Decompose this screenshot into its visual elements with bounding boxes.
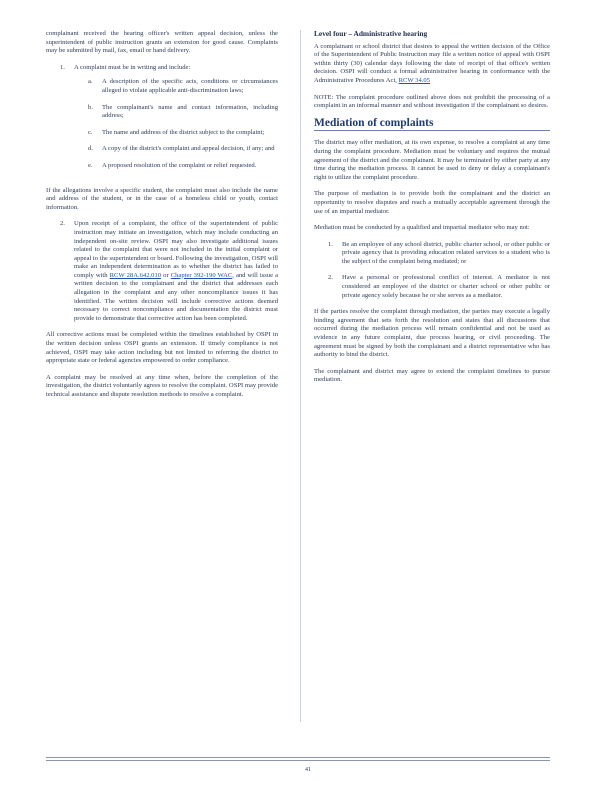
page-number: 41	[305, 767, 311, 773]
list-item-text: Be an employee of any school district, public charter school, or other public or private agency that is providing education related services to a student who is the subject of the complaint being mediated; or	[342, 240, 550, 265]
list-marker: a.	[88, 78, 93, 86]
list-item	[88, 145, 278, 154]
chapter-392-190-wac-link[interactable]: Chapter 392-190 WAC	[170, 271, 233, 279]
note-paragraph: NOTE: The complaint procedure outlined above does not prohibit the processing of a complaint in an informal manner and without investigation if the complainant so desires.	[314, 93, 550, 110]
mediation-paragraph-2: The purpose of mediation is to provide both the complainant and the district an opportunity to resolve disputes and reach a mutually acceptable agreement through the use of an impartial mediator.	[314, 190, 550, 215]
list-item	[60, 64, 278, 179]
list-item-text: A complaint must be in writing and include:	[74, 63, 191, 71]
list-item-text: The complainant's name and contact information, including address;	[102, 103, 278, 120]
list-marker: 1.	[60, 63, 65, 71]
list-item	[60, 220, 278, 323]
mediation-heading: Mediation of complaints	[314, 119, 550, 132]
list-item-text	[74, 220, 278, 323]
list-item	[88, 129, 278, 138]
list-item-text: Have a personal or professional conflict of interest. A mediator is not considered an employee of the district or charter school or other public or private agency solely because he or she serves as a mediator.	[342, 274, 550, 299]
corrective-actions-paragraph: All corrective actions must be completed within the timelines established by OSPI in the written decision unless OSPI grants an extension. If timely compliance is not achieved, OSPI may take action including but not limited to referring the district to appropriate state or federal agencies empowered to order compliance.	[46, 331, 278, 365]
list-item	[88, 104, 278, 121]
mediator-requirements-list	[314, 241, 550, 301]
or-text: or	[163, 271, 169, 279]
left-column	[46, 30, 278, 408]
list-marker: b.	[88, 103, 93, 111]
list-item	[88, 162, 278, 171]
allegations-paragraph: If the allegations involve a specific student, the complaint must also include the name and address of the student, or in the case of a homeless child or youth, contact information.	[46, 186, 278, 211]
resolution-paragraph: A complaint may be resolved at any time when, before the completion of the investigation, the district voluntarily agrees to resolve the complaint. OSPI may provide technical assistance and dispute resolution methods to resolve a complaint.	[46, 373, 279, 398]
mediation-paragraph-4: If the parties resolve the complaint through mediation, the parties may execute a legally binding agreement that sets forth the resolution and states that all discussions that occurred during the mediation process will remain confidential and not be used as evidence in any future complaint, due process hearing, or civil proceeding. The agreement must be signed by both the complainant and a district representative who has authority to bind the district.	[314, 308, 550, 359]
list-marker: 1.	[328, 240, 333, 248]
list-item-text: The name and address of the district subject to the complaint;	[102, 128, 265, 136]
level-four-text: A complainant or school district that desires to appeal the written decision of the Office of the Superintendent of Public Instruction may file a written notice of appeal with OSPI within thirty (30) calendar days following the date of receipt of that office's written decision. OSPI will conduct a formal administrative hearing in conformance with the Administrative Procedures Act,	[314, 42, 550, 84]
complaint-steps-list	[46, 64, 278, 179]
list-item	[88, 78, 278, 95]
list-marker: e.	[88, 161, 93, 169]
intro-paragraph: complainant received the hearing officer's written appeal decision, unless the superintendent of public instruction grants an extension for good cause. Complaints may be submitted by mail, fax, email or hand delivery.	[46, 30, 278, 55]
list-marker: d.	[88, 145, 93, 153]
footer-rule-top	[46, 757, 550, 758]
mediation-paragraph-1: The district may offer mediation, at its own expense, to resolve a complaint at any time during the complaint procedure. Mediation must be voluntary and requires the mutual agreement of the district and the complainant. It may be terminated by either party at any time during the mediation process. It cannot be used to deny or delay a complainant's right to utilize the complaint procedure.	[314, 139, 550, 181]
mediation-paragraph-3: Mediation must be conducted by a qualified and impartial mediator who may not:	[314, 224, 530, 232]
list-item	[328, 241, 550, 267]
complaint-steps-list-cont	[46, 220, 278, 323]
list-item	[328, 274, 550, 300]
list-item-text: A description of the specific acts, conditions or circumstances alleged to violate applicable anti-discrimination laws;	[102, 78, 278, 94]
rcw-28a-642-010-link[interactable]: RCW 28A.642.010	[109, 271, 162, 279]
mediation-paragraph-5: The complainant and district may agree to extend the complaint timelines to pursue mediation.	[314, 367, 550, 384]
rcw-34-05-link[interactable]: RCW 34.05	[398, 76, 430, 84]
column-divider	[300, 30, 301, 722]
footer-rule-bottom	[46, 760, 550, 761]
level-four-paragraph	[314, 43, 550, 86]
list-item-text: A proposed resolution of the complaint or relief requested.	[102, 161, 257, 169]
list-marker: 2.	[60, 220, 65, 228]
list-item-text: A copy of the district's complaint and appeal decision, if any; and	[102, 145, 275, 153]
level-four-heading: Level four – Administrative hearing	[314, 29, 428, 38]
complaint-contents-list	[74, 78, 278, 170]
decision-text: , and will issue a written decision to the complainant and the district that addresses each allegation in the complaint and any other noncompliance issues it has identified. The written decision will include corrective actions deemed necessary to correct noncompliance and documentation the district must provide to demonstrate that corrective action has been completed.	[74, 271, 279, 322]
investigation-text: Upon receipt of a complaint, the office of the superintendent of public instruction may initiate an investigation, which may include conducting an independent on-site review. OSPI may also investigate additional issues related to the complaint that were not included in the initial complaint or appeal to the superintendent or board. Following the investigation, OSPI will make an independent determination as to whether the district has failed to comply with	[74, 220, 278, 279]
list-marker: 2.	[328, 274, 333, 282]
list-marker: c.	[88, 128, 93, 136]
right-column	[314, 30, 550, 393]
